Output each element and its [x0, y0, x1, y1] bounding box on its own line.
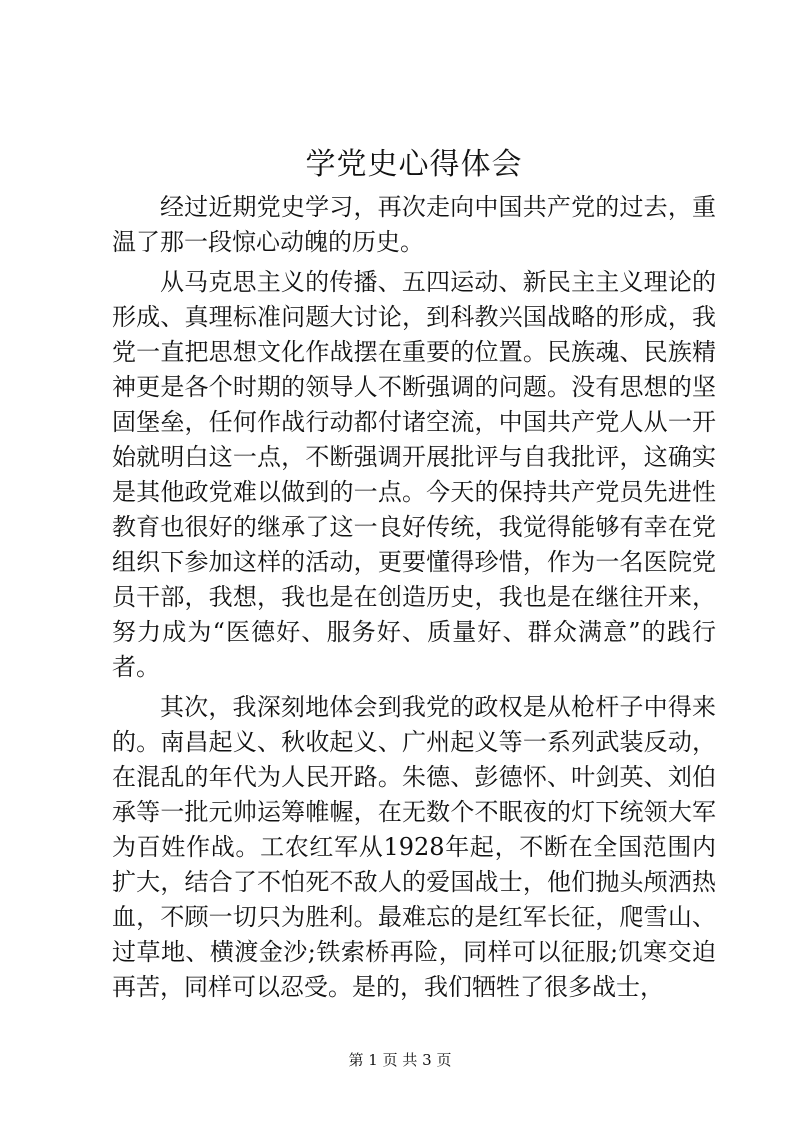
paragraph-intro: 经过近期党史学习，再次走向中国共产党的过去，重温了那一段惊心动魄的历史。: [112, 193, 716, 256]
paragraph-armed-struggle: 其次，我深刻地体会到我党的政权是从枪杆子中得来的。南昌起义、秋收起义、广州起义等一系列武装反动，在混乱的年代为人民开路。朱德、彭德怀、叶剑英、刘伯承等一批元帅运筹帷幄，在无数个不眠夜的灯下统领大军为百姓作战。工农红军从1928年起，不断在全国范围内扩大，结合了不怕死不敌人的爱国战士，他们抛头颅洒热血，不顾一切只为胜利。最难忘的是红军长征，爬雪山、过草地、横渡金沙;铁索桥再险，同样可以征服;饥寒交迫再苦，同样可以忍受。是的，我们牺牲了很多战士，: [112, 693, 716, 1001]
page-footer: 第 1 页 共 3 页: [348, 1051, 452, 1069]
paragraph-thought-culture: 从马克思主义的传播、五四运动、新民主主义理论的形成、真理标准问题大讨论，到科教兴国战略的形成，我党一直把思想文化作战摆在重要的位置。民族魂、民族精神更是各个时期的领导人不断强调的问题。没有思想的坚固堡垒，任何作战行动都付诸空流，中国共产党人从一开始就明白这一点，不断强调开展批评与自我批评，这确实是其他政党难以做到的一点。今天的保持共产党员先进性教育也很好的继承了这一良好传统，我觉得能够有幸在党组织下参加这样的活动，更要懂得珍惜，作为一名医院党员干部，我想，我也是在创造历史，我也是在继往开来，努力成为“医德好、服务好、质量好、群众满意”的践行者。: [112, 268, 716, 681]
document-title: 学党史心得体会: [305, 147, 523, 182]
document-body: [112, 190, 716, 1005]
